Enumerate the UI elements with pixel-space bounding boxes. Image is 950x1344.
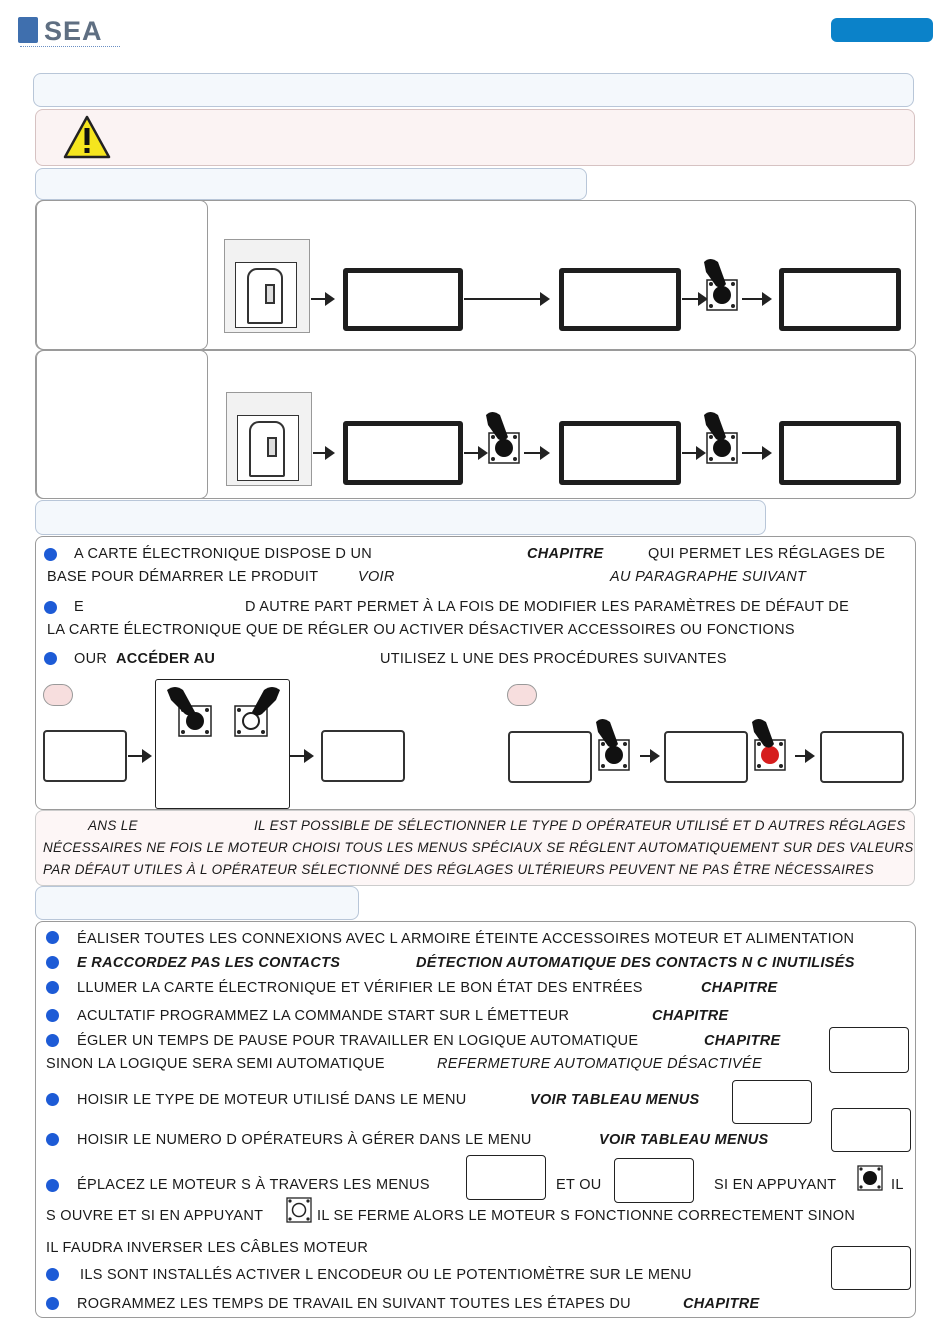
push-button-black-icon (857, 1165, 883, 1191)
bullet-dot (46, 1297, 59, 1310)
display-screen (321, 730, 405, 782)
step-text: ÉPLACEZ LE MOTEUR S À TRAVERS LES MENUS (77, 1177, 430, 1193)
quick-start-title-bar (35, 886, 359, 920)
flow-arrow (311, 298, 333, 300)
intro-bold: ACCÉDER AU (116, 651, 216, 667)
note-line: NÉCESSAIRES NE FOIS LE MOTEUR CHOISI TOUS LES MENUS SPÉCIAUX SE RÉGLENT AUTOMATIQUEMENT SUR DES VALEURS (43, 840, 914, 855)
step-text: ÉGLER UN TEMPS DE PAUSE POUR TRAVAILLER EN LOGIQUE AUTOMATIQUE (77, 1033, 639, 1049)
step-text: IL SE FERME ALORS LE MOTEUR S FONCTIONNE CORRECTEMENT SINON (317, 1208, 856, 1224)
display-screen (779, 421, 901, 485)
bullet-dot (46, 1133, 59, 1146)
display-box (831, 1108, 911, 1152)
logo-mark-icon (18, 17, 38, 43)
section-title-bar (33, 73, 914, 107)
step-text: LLUMER LA CARTE ÉLECTRONIQUE ET VÉRIFIER LE BON ÉTAT DES ENTRÉES (77, 980, 643, 996)
logo-underline (20, 46, 120, 50)
bullet-dot (46, 1268, 59, 1281)
menu-ref: VOIR TABLEAU MENUS (530, 1092, 700, 1108)
power-switch-icon (226, 392, 312, 486)
procedure-label-cell-1 (36, 200, 208, 350)
display-screen (343, 268, 463, 331)
step-text: IL FAUDRA INVERSER LES CÂBLES MOTEUR (46, 1240, 369, 1256)
hand-press-button-icon (482, 409, 524, 465)
flow-arrow (742, 298, 770, 300)
hand-press-button-icon (232, 682, 282, 738)
flow-arrow (313, 452, 333, 454)
step-text: ÉALISER TOUTES LES CONNEXIONS AVEC L ARMOIRE ÉTEINTE ACCESSOIRES MOTEUR ET ALIMENTATION (77, 931, 855, 947)
intro-ref: AU PARAGRAPHE SUIVANT (610, 569, 807, 585)
intro-line: D AUTRE PART PERMET À LA FOIS DE MODIFIER LES PARAMÈTRES DE DÉFAUT DE (245, 599, 850, 615)
push-button-white-icon (286, 1197, 312, 1223)
hand-press-button-icon (700, 256, 742, 312)
bullet-dot (46, 1093, 59, 1106)
intro-line: A CARTE ÉLECTRONIQUE DISPOSE D UN (74, 546, 373, 562)
flow-arrow (524, 452, 548, 454)
menu-ref: VOIR TABLEAU MENUS (599, 1132, 769, 1148)
note-box (35, 810, 915, 886)
brand-name: SEA (44, 16, 103, 46)
step-text: SINON LA LOGIQUE SERA SEMI AUTOMATIQUE (46, 1056, 385, 1072)
step-text: ACULTATIF PROGRAMMEZ LA COMMANDE START SUR L ÉMETTEUR (77, 1008, 570, 1024)
hand-press-red-button-icon (748, 716, 790, 772)
intro-line: BASE POUR DÉMARRER LE PRODUIT (47, 569, 319, 585)
procedure-label-cell-2 (36, 350, 208, 499)
step-text: SI EN APPUYANT (714, 1177, 837, 1193)
display-screen (508, 731, 592, 783)
chapter-ref: CHAPITRE (652, 1008, 729, 1024)
chapter-ref: CHAPITRE (704, 1033, 781, 1049)
step-text: IL (891, 1177, 904, 1193)
flow-arrow (742, 452, 770, 454)
warning-box (35, 109, 915, 166)
display-screen (559, 268, 681, 331)
step-text-italic: REFERMETURE AUTOMATIQUE DÉSACTIVÉE (437, 1056, 762, 1072)
hand-press-button-icon (592, 716, 634, 772)
chapter-ref: CHAPITRE (701, 980, 778, 996)
display-box (614, 1158, 694, 1203)
display-screen (559, 421, 681, 485)
note-line: PAR DÉFAUT UTILES À L OPÉRATEUR SÉLECTIONNÉ DES RÉGLAGES ULTÉRIEURS PEUVENT NE PAS ÊTRE NÉCESSAIRES (43, 862, 874, 877)
flow-arrow (640, 755, 658, 757)
note-line: IL EST POSSIBLE DE SÉLECTIONNER LE TYPE D OPÉRATEUR UTILISÉ ET D AUTRES RÉGLAGES (254, 818, 906, 833)
brand-logo (18, 14, 128, 52)
warning-triangle-icon (63, 115, 111, 159)
display-box (466, 1155, 546, 1200)
bullet-dot (44, 601, 57, 614)
display-box (829, 1027, 909, 1073)
bullet-dot (46, 981, 59, 994)
display-box (732, 1080, 812, 1124)
display-screen (779, 268, 901, 331)
bullet-dot (46, 1009, 59, 1022)
intro-line: UTILISEZ L UNE DES PROCÉDURES SUIVANTES (380, 651, 727, 667)
flow-arrow (128, 755, 150, 757)
display-screen (43, 730, 127, 782)
intro-line: OUR (74, 651, 108, 667)
step-text: HOISIR LE NUMERO D OPÉRATEURS À GÉRER DANS LE MENU (77, 1132, 532, 1148)
display-screen (820, 731, 904, 783)
step-text: HOISIR LE TYPE DE MOTEUR UTILISÉ DANS LE MENU (77, 1092, 467, 1108)
flow-arrow (290, 755, 312, 757)
bullet-dot (46, 1179, 59, 1192)
display-box (831, 1246, 911, 1290)
display-screen (664, 731, 748, 783)
bullet-dot (46, 931, 59, 944)
bullet-dot (46, 956, 59, 969)
step-text-emphasis: DÉTECTION AUTOMATIQUE DES CONTACTS N C INUTILISÉS (416, 955, 855, 971)
intro-line: QUI PERMET LES RÉGLAGES DE (648, 546, 886, 562)
intro-line: LA CARTE ÉLECTRONIQUE QUE DE RÉGLER OU ACTIVER DÉSACTIVER ACCESSOIRES OU FONCTIONS (47, 622, 795, 638)
header-tag (831, 18, 933, 42)
flow-arrow (464, 298, 548, 300)
chapter-ref: CHAPITRE (527, 546, 604, 562)
hand-press-button-icon (700, 409, 742, 465)
procedure-b-badge (507, 684, 537, 706)
flow-arrow (795, 755, 813, 757)
display-screen (343, 421, 463, 485)
bullet-dot (44, 548, 57, 561)
power-switch-icon (224, 239, 310, 333)
intro-ref: VOIR (358, 569, 395, 585)
step-text-emphasis: E RACCORDEZ PAS LES CONTACTS (77, 955, 341, 971)
step-text: S OUVRE ET SI EN APPUYANT (46, 1208, 264, 1224)
note-line: ANS LE (88, 818, 138, 833)
chapter-ref: CHAPITRE (683, 1296, 760, 1312)
hand-press-button-icon (165, 682, 215, 738)
subsection-title-bar (35, 168, 587, 200)
step-text: ET OU (556, 1177, 602, 1193)
menu-section-title-bar (35, 500, 766, 535)
step-text: ROGRAMMEZ LES TEMPS DE TRAVAIL EN SUIVANT TOUTES LES ÉTAPES DU (77, 1296, 631, 1312)
step-text: ILS SONT INSTALLÉS ACTIVER L ENCODEUR OU LE POTENTIOMÈTRE SUR LE MENU (80, 1267, 692, 1283)
bullet-dot (44, 652, 57, 665)
intro-line: E (74, 599, 84, 615)
bullet-dot (46, 1034, 59, 1047)
procedure-a-badge (43, 684, 73, 706)
